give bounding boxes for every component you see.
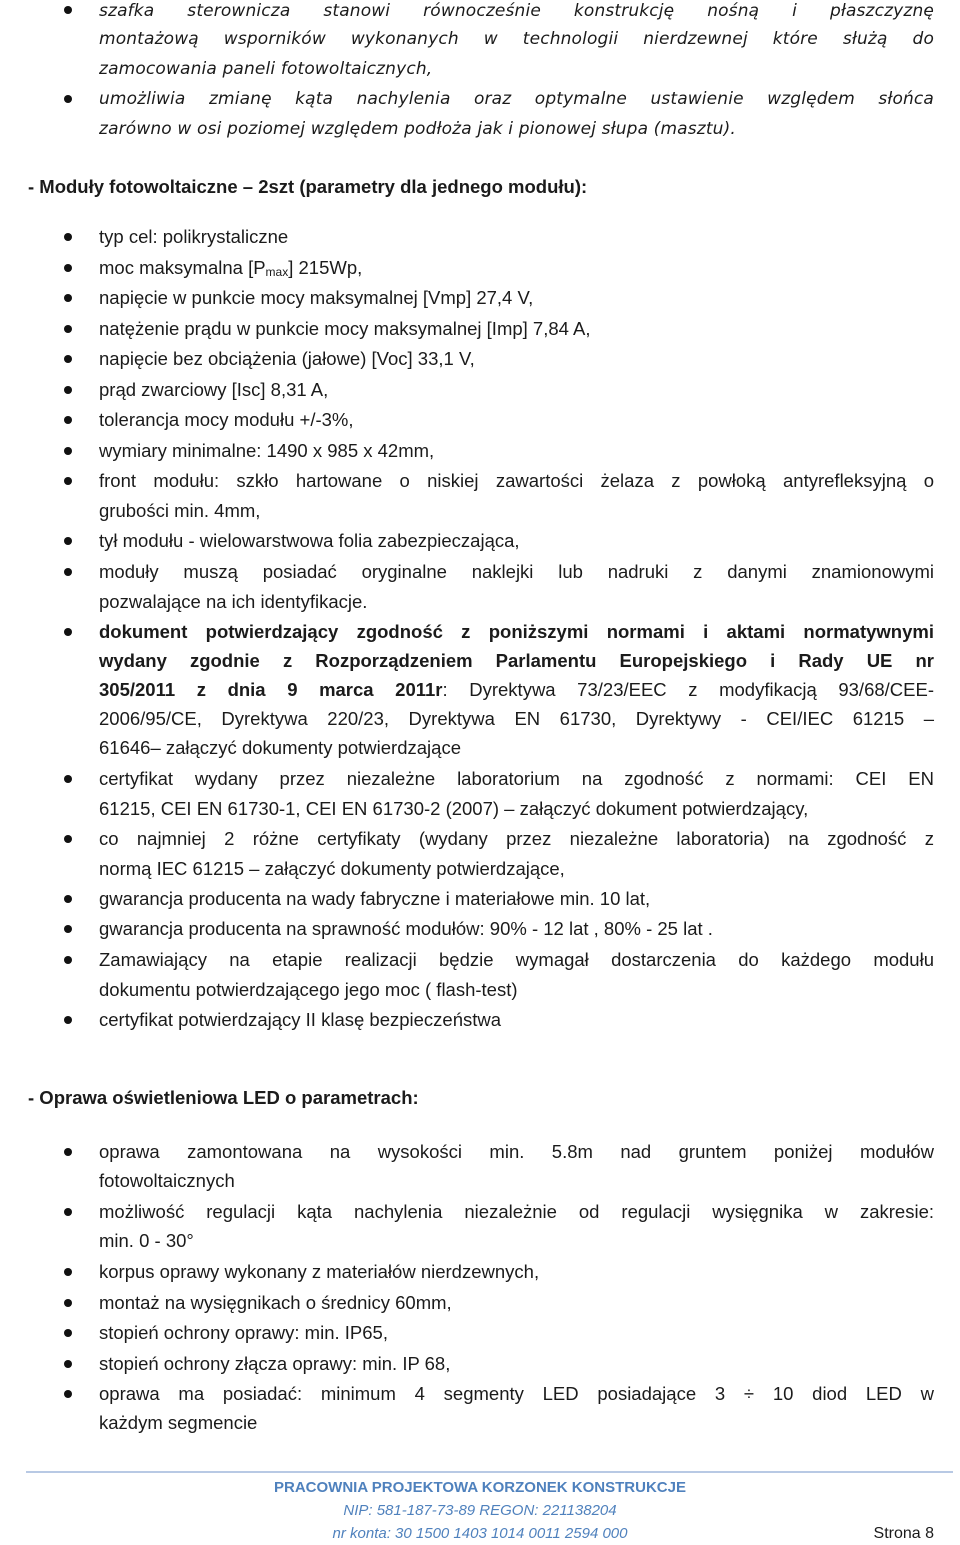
list-item: Zamawiający na etapie realizacji będzie wymagał dostarczenia do każdego modułu: [99, 949, 934, 970]
list-item: napięcie bez obciążenia (jałowe) [Voc] 33,1 V,: [99, 348, 475, 369]
list-item: tolerancja mocy modułu +/-3%,: [99, 409, 354, 430]
list-item: oprawa zamontowana na wysokości min. 5.8m nad gruntem poniżej modułów: [99, 1141, 934, 1162]
bullet: [64, 1208, 72, 1216]
list-item: typ cel: polikrystaliczne: [99, 226, 289, 247]
bullet: [64, 835, 72, 843]
list-item-continuation: dokumentu potwierdzającego jego moc ( flash-test): [99, 979, 518, 1000]
bullet: [64, 1016, 72, 1024]
bullet: [64, 1148, 72, 1156]
paragraph-line: umożliwia zmianę kąta nachylenia oraz optymalne ustawienie względem słońca: [99, 89, 934, 109]
bullet: [64, 355, 72, 363]
bullet: [64, 775, 72, 783]
footer-ids: NIP: 581-187-73-89 REGON: 221138204: [343, 1502, 617, 1519]
list-item: stopień ochrony złącza oprawy: min. IP 68,: [99, 1353, 451, 1374]
list-item: stopień ochrony oprawy: min. IP65,: [99, 1322, 388, 1343]
list-item: gwarancja producenta na wady fabryczne i materiałowe min. 10 lat,: [99, 888, 651, 909]
list-item: montaż na wysięgnikach o średnicy 60mm,: [99, 1292, 452, 1313]
footer-divider: [26, 1471, 953, 1473]
list-item-continuation: grubości min. 4mm,: [99, 500, 261, 521]
list-item: moduły muszą posiadać oryginalne naklejki lub nadruki z danymi znamionowymi: [99, 561, 934, 582]
list-item: korpus oprawy wykonany z materiałów nierdzewnych,: [99, 1261, 540, 1282]
list-item: prąd zwarciowy [Isc] 8,31 A,: [99, 379, 329, 400]
footer-company: PRACOWNIA PROJEKTOWA KORZONEK KONSTRUKCJE: [274, 1479, 686, 1496]
paragraph-line: zarówno w osi poziomej względem podłoża jak i pionowej słupa (masztu).: [99, 119, 736, 139]
bullet: [64, 416, 72, 424]
bullet: [64, 1360, 72, 1368]
list-item: oprawa ma posiadać: minimum 4 segmenty LED posiadające 3 ÷ 10 diod LED w: [99, 1383, 934, 1404]
list-item-continuation: 2006/95/CE, Dyrektywa 220/23, Dyrektywa EN 61730, Dyrektywy - CEI/IEC 61215 –: [99, 708, 934, 729]
list-item: certyfikat potwierdzający II klasę bezpieczeństwa: [99, 1009, 502, 1030]
bullet: [64, 895, 72, 903]
list-item: front modułu: szkło hartowane o niskiej zawartości żelaza z powłoką antyrefleksyjną o: [99, 470, 934, 491]
paragraph-line: szafka sterownicza stanowi równocześnie konstrukcję nośną i płaszczyznę: [99, 1, 934, 21]
bullet: [64, 956, 72, 964]
bullet: [64, 447, 72, 455]
bullet: [64, 6, 72, 14]
footer-account: nr konta: 30 1500 1403 1014 0011 2594 000: [332, 1525, 628, 1542]
list-item-continuation: min. 0 - 30°: [99, 1230, 194, 1251]
section-heading-modules: - Moduły fotowoltaiczne – 2szt (parametry dla jednego modułu):: [28, 176, 588, 197]
bullet: [64, 1390, 72, 1398]
bullet: [64, 568, 72, 576]
list-item: moc maksymalna $[P_{max}]$ 215Wp,: [99, 257, 363, 279]
bullet: [64, 1268, 72, 1276]
list-item-continuation: 305/2011 z dnia 9 marca 2011r: Dyrektywa 73/23/EEC z modyfikacją 93/68/CEE-: [99, 679, 934, 700]
list-item: natężenie prądu w punkcie mocy maksymalnej [Imp] 7,84 A,: [99, 318, 591, 339]
bullet: [64, 925, 72, 933]
bullet: [64, 95, 72, 103]
section-heading-led: - Oprawa oświetleniowa LED o parametrach:: [28, 1087, 419, 1108]
paragraph-line: zamocowania paneli fotowoltaicznych,: [99, 59, 433, 79]
list-item-continuation: 61646– załączyć dokumenty potwierdzające: [99, 737, 461, 758]
list-item: tył modułu - wielowarstwowa folia zabezpieczająca,: [99, 530, 520, 551]
bullet: [64, 1329, 72, 1337]
list-item-continuation: pozwalające na ich identyfikacje.: [99, 591, 368, 612]
list-item-continuation: wydany zgodnie z Rozporządzeniem Parlamentu Europejskiego i Rady UE nr: [99, 650, 934, 671]
bullet: [64, 1299, 72, 1307]
list-item: wymiary minimalne: 1490 x 985 x 42mm,: [99, 440, 435, 461]
page-number: Strona 8: [873, 1525, 934, 1542]
list-item-continuation: każdym segmencie: [99, 1412, 258, 1433]
bullet: [64, 325, 72, 333]
list-item: co najmniej 2 różne certyfikaty (wydany przez niezależne laboratoria) na zgodność z: [99, 828, 934, 849]
list-item: gwarancja producenta na sprawność modułów: 90% - 12 lat , 80% - 25 lat .: [99, 918, 713, 939]
paragraph-line: montażową wsporników wykonanych w technologii nierdzewnej które służą do: [99, 29, 934, 49]
list-item: napięcie w punkcie mocy maksymalnej [Vmp] 27,4 V,: [99, 287, 534, 308]
bullet: [64, 233, 72, 241]
bullet: [64, 628, 72, 636]
bullet: [64, 537, 72, 545]
bullet: [64, 294, 72, 302]
list-item: certyfikat wydany przez niezależne laboratorium na zgodność z normami: CEI EN: [99, 768, 934, 789]
list-item-continuation: normą IEC 61215 – załączyć dokumenty potwierdzające,: [99, 858, 565, 879]
list-item-continuation: fotowoltaicznych: [99, 1170, 235, 1191]
list-item-continuation: 61215, CEI EN 61730-1, CEI EN 61730-2 (2007) – załączyć dokument potwierdzający,: [99, 798, 809, 819]
list-item: dokument potwierdzający zgodność z poniższymi normami i aktami normatywnymi: [99, 621, 934, 642]
list-item: możliwość regulacji kąta nachylenia niezależnie od regulacji wysięgnika w zakresie:: [99, 1201, 934, 1222]
bullet: [64, 477, 72, 485]
bullet: [64, 264, 72, 272]
bullet: [64, 386, 72, 394]
